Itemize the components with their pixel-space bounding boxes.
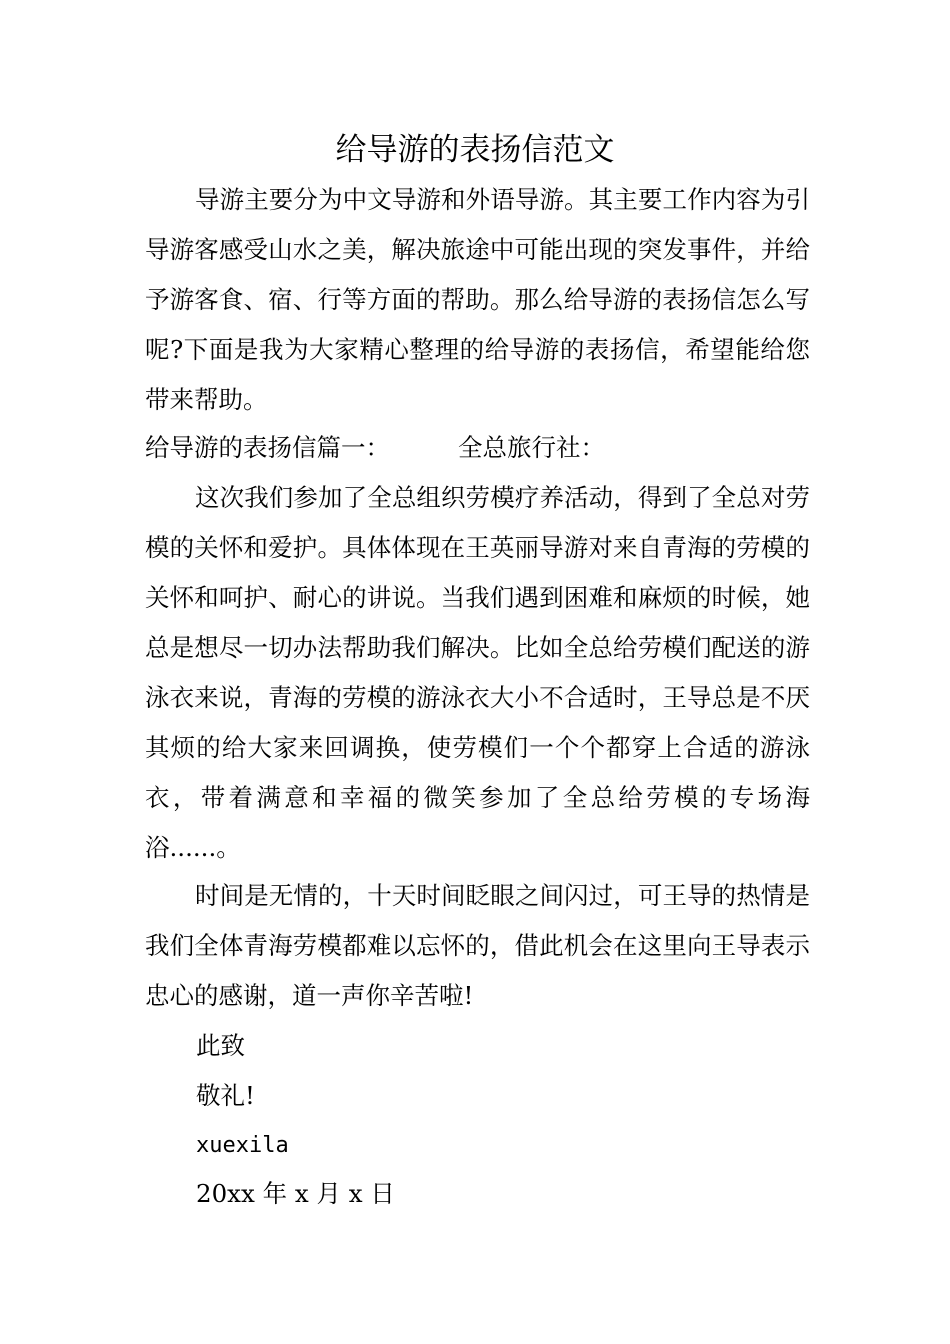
closing-line-2: 敬礼! [196,1081,255,1110]
signature: xuexila [196,1133,289,1158]
intro-paragraph: 导游主要分为中文导游和外语导游。其主要工作内容为引导游客感受山水之美，解决旅途中可能出现的突发事件，并给予游客食、宿、行等方面的帮助。那么给导游的表扬信怎么写呢?下面是我为大家精心整理的给导游的表扬信，希望能给您带来帮助。 [145,185,810,414]
date-line: 20xx 年 x 月 x 日 [196,1179,395,1208]
section-heading-line [145,423,605,473]
section-heading: 给导游的表扬信篇一： [145,433,390,462]
body-paragraph-2: 时间是无情的，十天时间眨眼之间闪过，可王导的热情是我们全体青海劳模都难以忘怀的，借此机会在这里向王导表示忠心的感谢，道一声你辛苦啦! [145,881,810,1010]
body-paragraph-1: 这次我们参加了全总组织劳模疗养活动，得到了全总对劳模的关怀和爱护。具体体现在王英丽导游对来自青海的劳模的关怀和呵护、耐心的讲说。当我们遇到困难和麻烦的时候，她总是想尽一切办法帮助我们解决。比如全总给劳模们配送的游泳衣来说，青海的劳模的游泳衣大小不合适时，王导总是不厌其烦的给大家来回调换，使劳模们一个个都穿上合适的游泳衣，带着满意和幸福的微笑参加了全总给劳模的专场海浴......。 [145,483,810,862]
document-title: 给导游的表扬信范文 [335,132,615,168]
closing-line-1: 此致 [196,1031,245,1060]
salutation: 全总旅行社： [458,433,605,462]
